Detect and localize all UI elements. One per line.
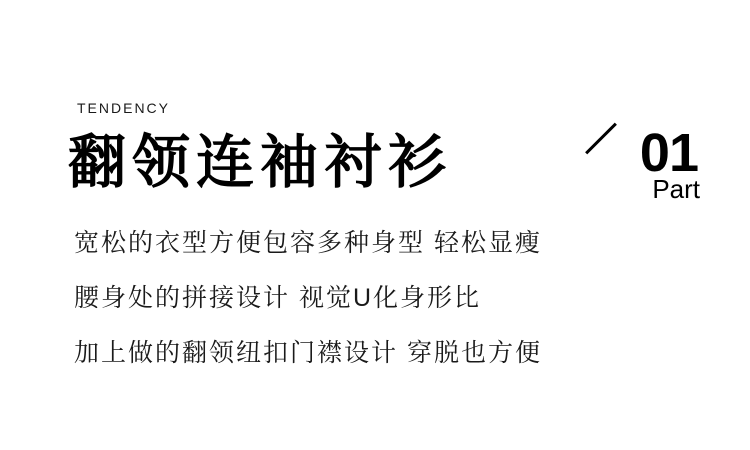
part-label: Part xyxy=(652,174,700,204)
eyebrow-label: TENDENCY xyxy=(77,100,171,116)
description-line-3: 加上做的翻领纽扣门襟设计 穿脱也方便 xyxy=(74,339,542,367)
description-line-2: 腰身处的拼接设计 视觉U化身形比 xyxy=(74,284,482,312)
part-number: 01 xyxy=(639,123,698,183)
page-title: 翻领连袖衬衫 xyxy=(68,130,453,195)
description-line-1: 宽松的衣型方便包容多种身型 轻松显瘦 xyxy=(74,229,542,257)
description-block xyxy=(74,216,542,381)
diagonal-slash-decoration xyxy=(585,123,617,155)
